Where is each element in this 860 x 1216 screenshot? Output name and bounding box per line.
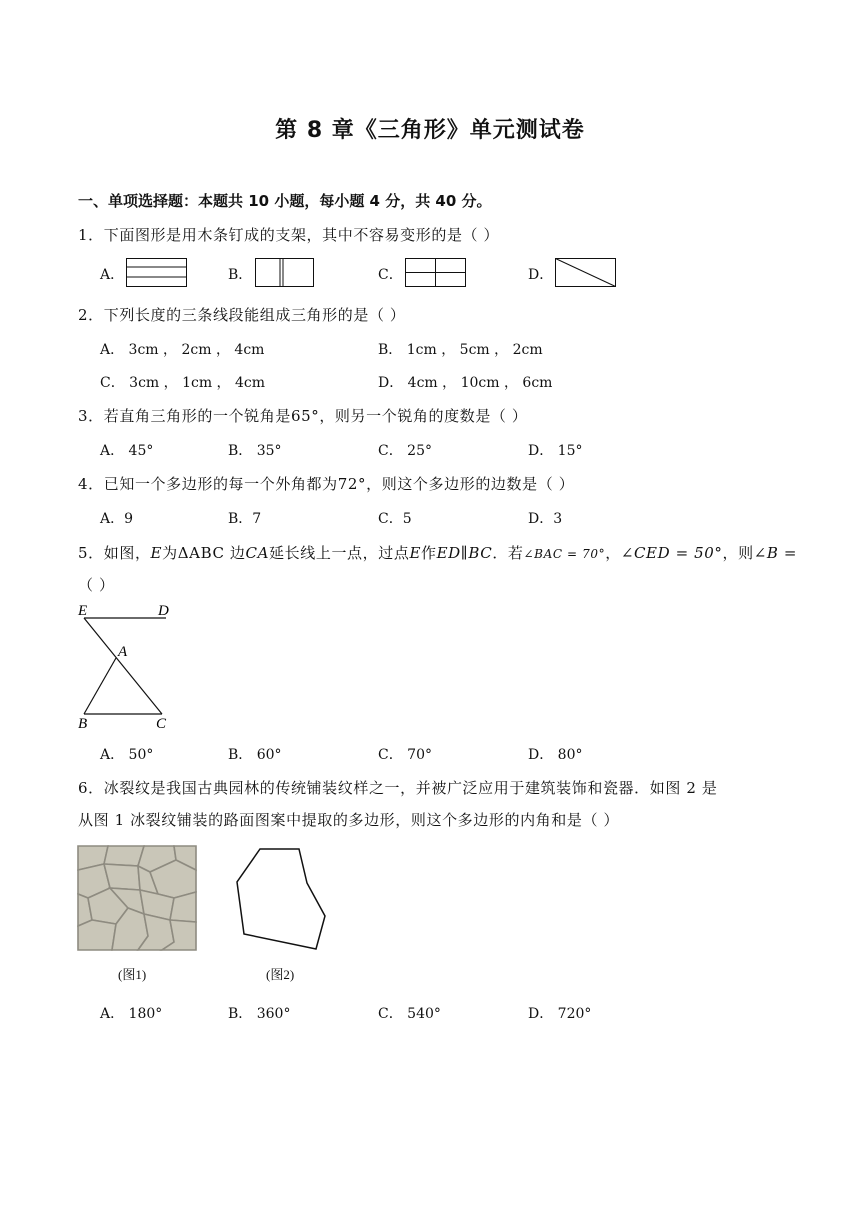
question-4-stem: 4．已知一个多边形的每一个外角都为72°，则这个多边形的边数是（ ） (78, 475, 575, 493)
q3-option-b: B． 35° (228, 443, 282, 459)
q5-angle-ced: ∠CED = 50° (620, 544, 723, 562)
figure-1-caption: (图1) (118, 967, 147, 982)
q2-option-b: B． 1cm ， 5cm ， 2cm (378, 342, 543, 358)
q6-option-b: B． 360° (228, 1006, 291, 1022)
q1-option-b-figure (255, 258, 315, 288)
q5-stem-part: ．若 (492, 544, 524, 562)
q2-option-a: A． 3cm ， 2cm ， 4cm (100, 342, 265, 358)
q3-option-c: C． 25° (378, 443, 432, 459)
q5-stem-part: 作 (421, 544, 437, 562)
q5-option-c: C． 70° (378, 747, 432, 763)
section-heading: 一、单项选择题：本题共 10 小题，每小题 4 分，共 40 分。 (78, 192, 492, 210)
q2-option-d: D． 4cm ， 10cm ， 6cm (378, 375, 553, 391)
fig-label-d: D (158, 603, 169, 619)
q5-stem-part: 5．如图， (78, 544, 151, 562)
q5-point-e: E (150, 544, 163, 562)
q1-option-d-figure (555, 258, 617, 288)
question-5-stem (78, 542, 797, 563)
question-2-stem: 2．下列长度的三条线段能组成三角形的是（ ） (78, 306, 406, 324)
fig-label-e: E (78, 603, 88, 619)
q3-option-a: A． 45° (100, 443, 154, 459)
q5-stem-part: 延长线上一点，过点 (269, 544, 410, 562)
q2-option-c: C． 3cm ， 1cm ， 4cm (100, 375, 266, 391)
q1-option-b-label: B． (228, 267, 253, 283)
question-6-stem-line2: 从图 1 冰裂纹铺装的路面图案中提取的多边形，则这个多边形的内角和是（ ） (78, 811, 620, 829)
page-title: 第 8 章《三角形》单元测试卷 (275, 118, 585, 143)
q4-option-c: C．5 (378, 511, 412, 527)
extracted-polygon-figure (232, 846, 330, 954)
q4-option-b: B．7 (228, 511, 262, 527)
q6-option-d: D． 720° (528, 1006, 592, 1022)
q5-option-b: B． 60° (228, 747, 282, 763)
figure-2-caption: (图2) (266, 967, 295, 982)
q5-stem-part: ， (605, 544, 621, 562)
q5-parallel: ED∥BC (436, 544, 493, 562)
q4-option-d: D．3 (528, 511, 563, 527)
q1-option-d-label: D． (528, 267, 554, 283)
q3-option-d: D． 15° (528, 443, 583, 459)
question-6-stem-line1: 6．冰裂纹是我国古典园林的传统铺装纹样之一，并被广泛应用于建筑装饰和瓷器．如图 2 是 (78, 779, 718, 797)
fig-label-a: A (118, 644, 128, 660)
q5-point-e2: E (409, 544, 422, 562)
q1-option-a-figure (126, 258, 188, 288)
ice-crack-paving-photo (78, 846, 196, 950)
q5-stem-part: 为ΔABC 边 (162, 544, 246, 562)
q5-option-a: A． 50° (100, 747, 154, 763)
q6-option-a: A． 180° (100, 1006, 163, 1022)
q4-option-a: A．9 (100, 511, 134, 527)
q5-angle-bac: ∠BAC = 70° (523, 547, 606, 561)
q1-option-a-label: A． (100, 267, 125, 283)
q1-option-c-label: C． (378, 267, 403, 283)
q1-option-c-figure (405, 258, 467, 288)
q5-triangle-figure (74, 598, 194, 734)
q5-stem-part: ，则 (722, 544, 754, 562)
fig-label-c: C (156, 716, 167, 732)
q6-option-c: C． 540° (378, 1006, 441, 1022)
q5-segment-ca: CA (245, 544, 270, 562)
fig-label-b: B (78, 716, 88, 732)
question-1-stem: 1．下面图形是用木条钉成的支架，其中不容易变形的是（ ） (78, 226, 500, 244)
question-5-stem-line2: （ ） (78, 576, 115, 594)
question-3-stem: 3．若直角三角形的一个锐角是65°，则另一个锐角的度数是（ ） (78, 407, 528, 425)
q5-option-d: D． 80° (528, 747, 583, 763)
q5-angle-b: ∠B = (753, 544, 798, 562)
